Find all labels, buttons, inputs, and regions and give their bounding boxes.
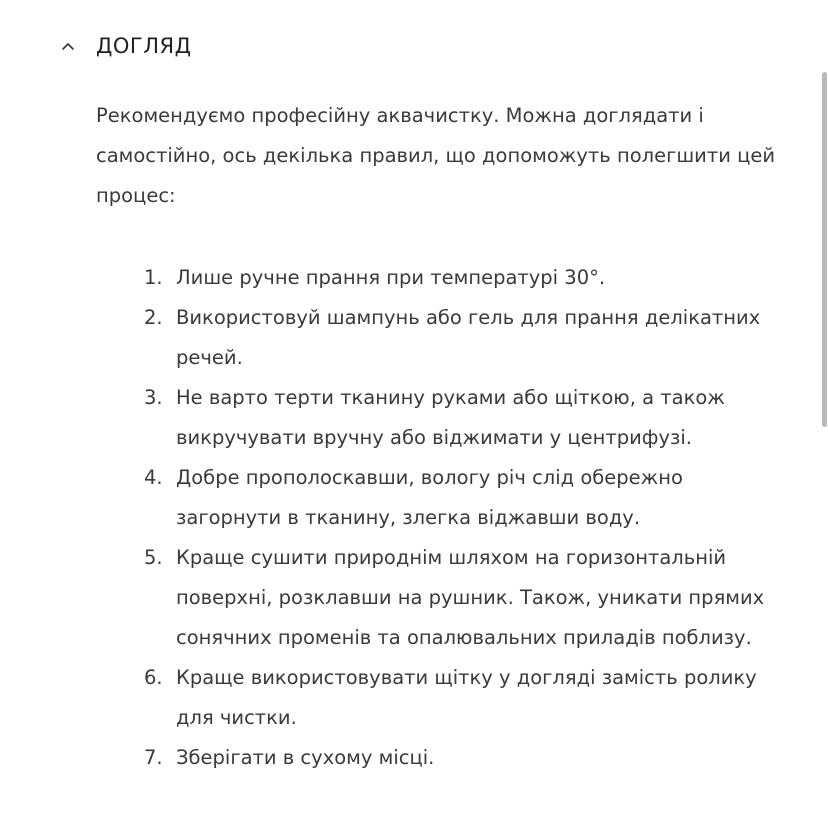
step-number: 6.: [144, 666, 163, 689]
step-text: Використовуй шампунь або гель для прання делікатних речей.: [176, 306, 761, 369]
step-text: Краще сушити природнім шляхом на горизонтальній поверхні, розклавши на рушник. Також, уникати прямих сонячних променів та опалювальних приладів поблизу.: [176, 546, 765, 649]
step-number: 7.: [144, 746, 163, 769]
step-number: 4.: [144, 466, 163, 489]
step-text: Добре прополоскавши, вологу річ слід обережно загорнути в тканину, злегка віджавши воду.: [176, 466, 683, 529]
care-steps-list: [96, 258, 786, 778]
care-content: [96, 96, 786, 778]
step-text: Не варто терти тканину руками або щіткою, а також викручувати вручну або віджимати у центрифузі.: [176, 386, 725, 449]
care-accordion-toggle[interactable]: [58, 26, 192, 66]
list-item: [96, 538, 786, 658]
step-number: 3.: [144, 386, 163, 409]
care-intro: Рекомендуємо професійну аквачистку. Можна доглядати і самостійно, ось декілька правил, що допоможуть полегшити цей процес:: [96, 104, 776, 207]
list-item: [96, 458, 786, 538]
step-text: Краще використовувати щітку у догляді замість ролику для чистки.: [176, 666, 757, 729]
step-text: Зберігати в сухому місці.: [176, 746, 435, 769]
accordion-title: ДОГЛЯД: [96, 34, 192, 58]
step-text: Лише ручне прання при температурі 30°.: [176, 266, 606, 289]
step-number: 1.: [144, 266, 163, 289]
list-item: [96, 258, 786, 298]
list-item: [96, 658, 786, 738]
step-number: 5.: [144, 546, 163, 569]
step-number: 2.: [144, 306, 163, 329]
list-item: [96, 738, 786, 778]
list-item: [96, 378, 786, 458]
list-item: [96, 298, 786, 378]
chevron-up-icon[interactable]: [58, 36, 78, 56]
scrollbar-thumb[interactable]: [822, 72, 827, 427]
